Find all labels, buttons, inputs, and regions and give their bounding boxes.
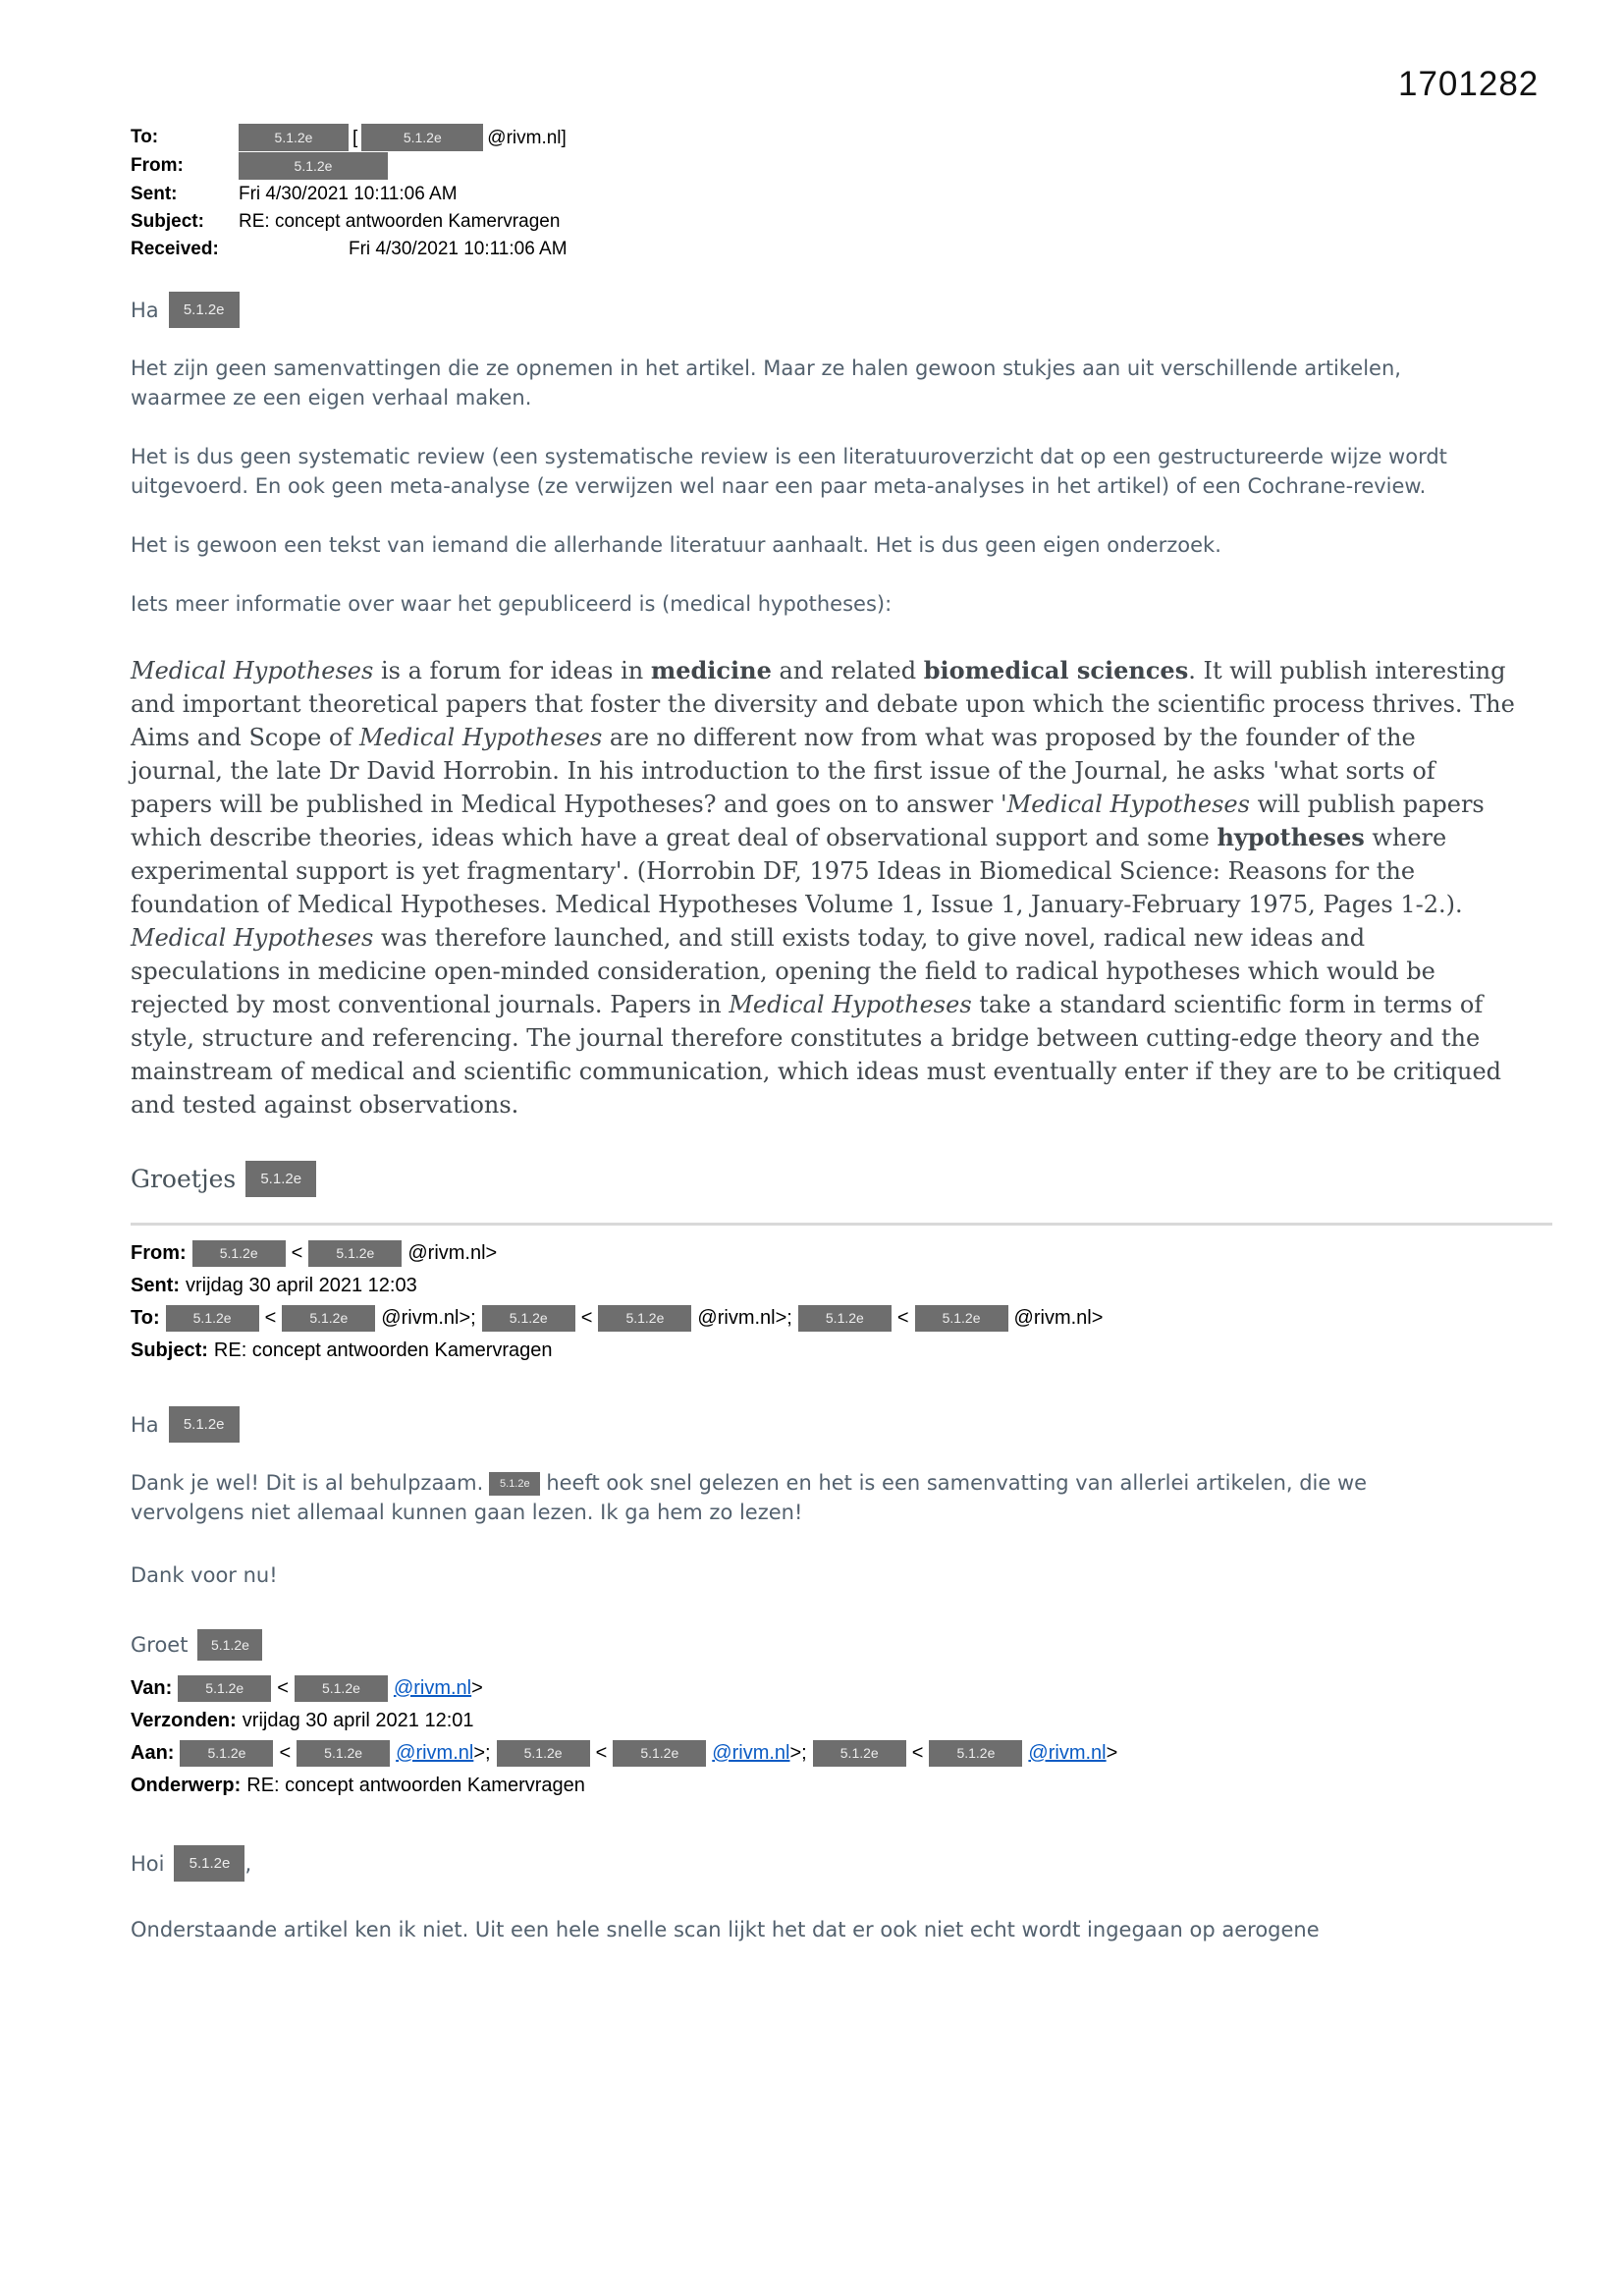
email-domain-group xyxy=(1028,1737,1117,1770)
redaction-box: 5.1.2e xyxy=(178,1675,271,1702)
redaction-box: 5.1.2e xyxy=(174,1845,244,1882)
to-value xyxy=(239,124,1556,151)
signoff-text: Groetjes xyxy=(131,1165,237,1193)
received-label: Received: xyxy=(131,239,219,259)
angle-bracket: < xyxy=(896,1307,909,1329)
angle-bracket: > xyxy=(471,1677,483,1699)
redaction-box: 5.1.2e xyxy=(180,1740,273,1767)
to-domain: @rivm.nl>; xyxy=(381,1307,476,1329)
redaction-box: 5.1.2e xyxy=(308,1240,402,1267)
angle-bracket: < xyxy=(264,1307,277,1329)
email1-paragraph-2: Het is dus geen systematic review (een systematische review is een literatuuroverzicht dat op een gestructureerde wijze wordt uitgevoerd. En ook geen meta-analyse (ze verwijzen wel naar een paar meta-analyses in het artikel) of een Cochrane-review. xyxy=(131,445,1447,498)
signoff-text: Groet xyxy=(131,1633,189,1657)
angle-bracket: < xyxy=(580,1307,593,1329)
paragraph-text: Dank je wel! Dit is al behulpzaam. xyxy=(131,1471,484,1495)
redaction-box: 5.1.2e xyxy=(295,1675,388,1702)
email2-signoff xyxy=(131,1629,1556,1661)
redaction-box: 5.1.2e xyxy=(197,1629,262,1661)
redaction-box: 5.1.2e xyxy=(929,1740,1022,1767)
email2-paragraph-2: Dank voor nu! xyxy=(131,1563,278,1587)
to-label: To: xyxy=(131,1307,160,1329)
verzonden-value: vrijdag 30 april 2021 12:01 xyxy=(242,1710,474,1731)
email2-to-row xyxy=(131,1302,1556,1335)
from-label: From: xyxy=(131,1242,187,1264)
email3-header xyxy=(131,1672,1556,1802)
redaction-box: 5.1.2e xyxy=(489,1472,540,1496)
email-domain-group xyxy=(394,1672,483,1705)
redaction-box: 5.1.2e xyxy=(297,1740,390,1767)
greeting-text: Hoi xyxy=(131,1851,165,1876)
redaction-box: 5.1.2e xyxy=(239,124,349,151)
angle-bracket: < xyxy=(291,1242,303,1264)
redaction-box: 5.1.2e xyxy=(798,1305,892,1332)
greeting-text: Ha xyxy=(131,298,159,322)
quoted-message-divider xyxy=(131,1223,1552,1226)
email1-paragraph-3: Het is gewoon een tekst van iemand die allerhande literatuur aanhaalt. Het is dus geen eigen onderzoek. xyxy=(131,533,1221,557)
sent-label: Sent: xyxy=(131,1275,180,1296)
angle-bracket: < xyxy=(279,1742,292,1764)
subject-value: RE: concept antwoorden Kamervragen xyxy=(213,1339,553,1361)
rivm-email-link[interactable]: @rivm.nl xyxy=(393,1677,472,1699)
email-domain-group xyxy=(712,1737,806,1770)
redaction-box: 5.1.2e xyxy=(915,1305,1008,1332)
redaction-box: 5.1.2e xyxy=(813,1740,906,1767)
rivm-email-link[interactable]: @rivm.nl xyxy=(712,1742,790,1764)
redaction-box: 5.1.2e xyxy=(361,124,483,151)
email1-greeting xyxy=(131,292,1556,328)
aan-label: Aan: xyxy=(131,1742,175,1764)
greeting-text: Ha xyxy=(131,1412,159,1437)
redaction-box: 5.1.2e xyxy=(239,152,388,180)
redaction-box: 5.1.2e xyxy=(192,1240,286,1267)
to-domain: @rivm.nl] xyxy=(487,127,567,148)
subject-label: Subject: xyxy=(131,211,204,232)
redaction-box: 5.1.2e xyxy=(169,292,240,328)
to-domain: @rivm.nl> xyxy=(1013,1307,1104,1329)
from-domain: @rivm.nl> xyxy=(407,1242,498,1264)
angle-bracket: >; xyxy=(789,1742,807,1764)
email2-subject-row xyxy=(131,1335,1556,1367)
redaction-box: 5.1.2e xyxy=(497,1740,590,1767)
sent-label: Sent: xyxy=(131,184,178,204)
greeting-comma: , xyxy=(244,1851,252,1876)
email2-paragraph-1 xyxy=(131,1468,1451,1527)
verzonden-label: Verzonden: xyxy=(131,1710,237,1731)
email1-paragraph-1: Het zijn geen samenvattingen die ze opnemen in het artikel. Maar ze halen gewoon stukjes aan uit verschillende artikelen, waarmee ze een eigen verhaal maken. xyxy=(131,356,1401,410)
to-label: To: xyxy=(131,127,159,147)
onderwerp-label: Onderwerp: xyxy=(131,1775,242,1796)
email3-aan-row xyxy=(131,1737,1556,1770)
email3-onderwerp-row xyxy=(131,1770,1556,1802)
rivm-email-link[interactable]: @rivm.nl xyxy=(1028,1742,1107,1764)
redaction-box: 5.1.2e xyxy=(166,1305,259,1332)
email2-from-row xyxy=(131,1237,1556,1270)
email3-paragraph-1: Onderstaande artikel ken ik niet. Uit een hele snelle scan lijkt het dat er ook niet echt wordt ingegaan op aerogene xyxy=(131,1918,1320,1941)
document-number: 1701282 xyxy=(1398,65,1540,103)
email2-header xyxy=(131,1237,1556,1367)
from-value xyxy=(239,152,1556,180)
email3-verzonden-row xyxy=(131,1705,1556,1737)
email2-greeting xyxy=(131,1406,1556,1443)
sent-value: vrijdag 30 april 2021 12:03 xyxy=(186,1275,417,1296)
email2-sent-row xyxy=(131,1270,1556,1302)
van-label: Van: xyxy=(131,1677,173,1699)
angle-bracket: < xyxy=(595,1742,608,1764)
journal-description-quote: Medical Hypotheses is a forum for ideas in medicine and related biomedical sciences. It will publish interesting and important theoretical papers that foster the diversity and debate upon which the scientific process thrives. The Aims and Scope of Medical Hypotheses are no different now from what was proposed by the founder of the journal, the late Dr David Horrobin. In his introduction to the first issue of the Journal, he asks 'what sorts of papers will be published in Medical Hypotheses? and goes on to answer 'Medical Hypotheses will publish papers which describe theories, ideas which have a great deal of observational support and some hypotheses where experimental support is yet fragmentary'. (Horrobin DF, 1975 Ideas in Biomedical Science: Reasons for the foundation of Medical Hypotheses. Medical Hypotheses Volume 1, Issue 1, January-February 1975, Pages 1-2.). Medical Hypotheses was therefore launched, and still exists today, to give novel, radical new ideas and speculations in medicine open-minded consideration, opening the field to radical hypotheses which would be rejected by most conventional journals. Papers in Medical Hypotheses take a standard scientific form in terms of style, structure and referencing. The journal therefore constitutes a bridge between cutting-edge theory and the mainstream of medical and scientific communication, which ideas must eventually enter if they are to be critiqued and tested against observations. xyxy=(131,656,1515,1119)
redaction-box: 5.1.2e xyxy=(613,1740,706,1767)
email-thread xyxy=(131,124,1556,1944)
paragraph-text: heeft ook snel gelezen en het is een samenvatting van allerlei artikelen, die we vervolgens niet allemaal kunnen gaan lezen. Ik ga hem zo lezen! xyxy=(131,1471,1368,1524)
redaction-box: 5.1.2e xyxy=(245,1161,316,1197)
email3-greeting xyxy=(131,1845,1556,1882)
email1-signoff xyxy=(131,1161,1556,1197)
to-bracket: [ xyxy=(352,127,358,148)
angle-bracket: < xyxy=(277,1677,289,1699)
rivm-email-link[interactable]: @rivm.nl xyxy=(396,1742,474,1764)
redaction-box: 5.1.2e xyxy=(282,1305,375,1332)
redaction-box: 5.1.2e xyxy=(598,1305,691,1332)
angle-bracket: < xyxy=(911,1742,924,1764)
to-domain: @rivm.nl>; xyxy=(697,1307,792,1329)
email-domain-group xyxy=(396,1737,490,1770)
redaction-box: 5.1.2e xyxy=(482,1305,575,1332)
subject-label: Subject: xyxy=(131,1339,208,1361)
from-label: From: xyxy=(131,155,184,176)
angle-bracket: > xyxy=(1106,1742,1118,1764)
email1-header xyxy=(131,124,1556,262)
angle-bracket: >; xyxy=(473,1742,491,1764)
email1-paragraph-4: Iets meer informatie over waar het gepubliceerd is (medical hypotheses): xyxy=(131,592,893,616)
email3-van-row xyxy=(131,1672,1556,1705)
redaction-box: 5.1.2e xyxy=(169,1406,240,1443)
received-value: Fri 4/30/2021 10:11:06 AM xyxy=(349,239,568,259)
sent-value: Fri 4/30/2021 10:11:06 AM xyxy=(239,184,458,204)
onderwerp-value: RE: concept antwoorden Kamervragen xyxy=(246,1775,585,1796)
subject-value: RE: concept antwoorden Kamervragen xyxy=(239,211,561,232)
